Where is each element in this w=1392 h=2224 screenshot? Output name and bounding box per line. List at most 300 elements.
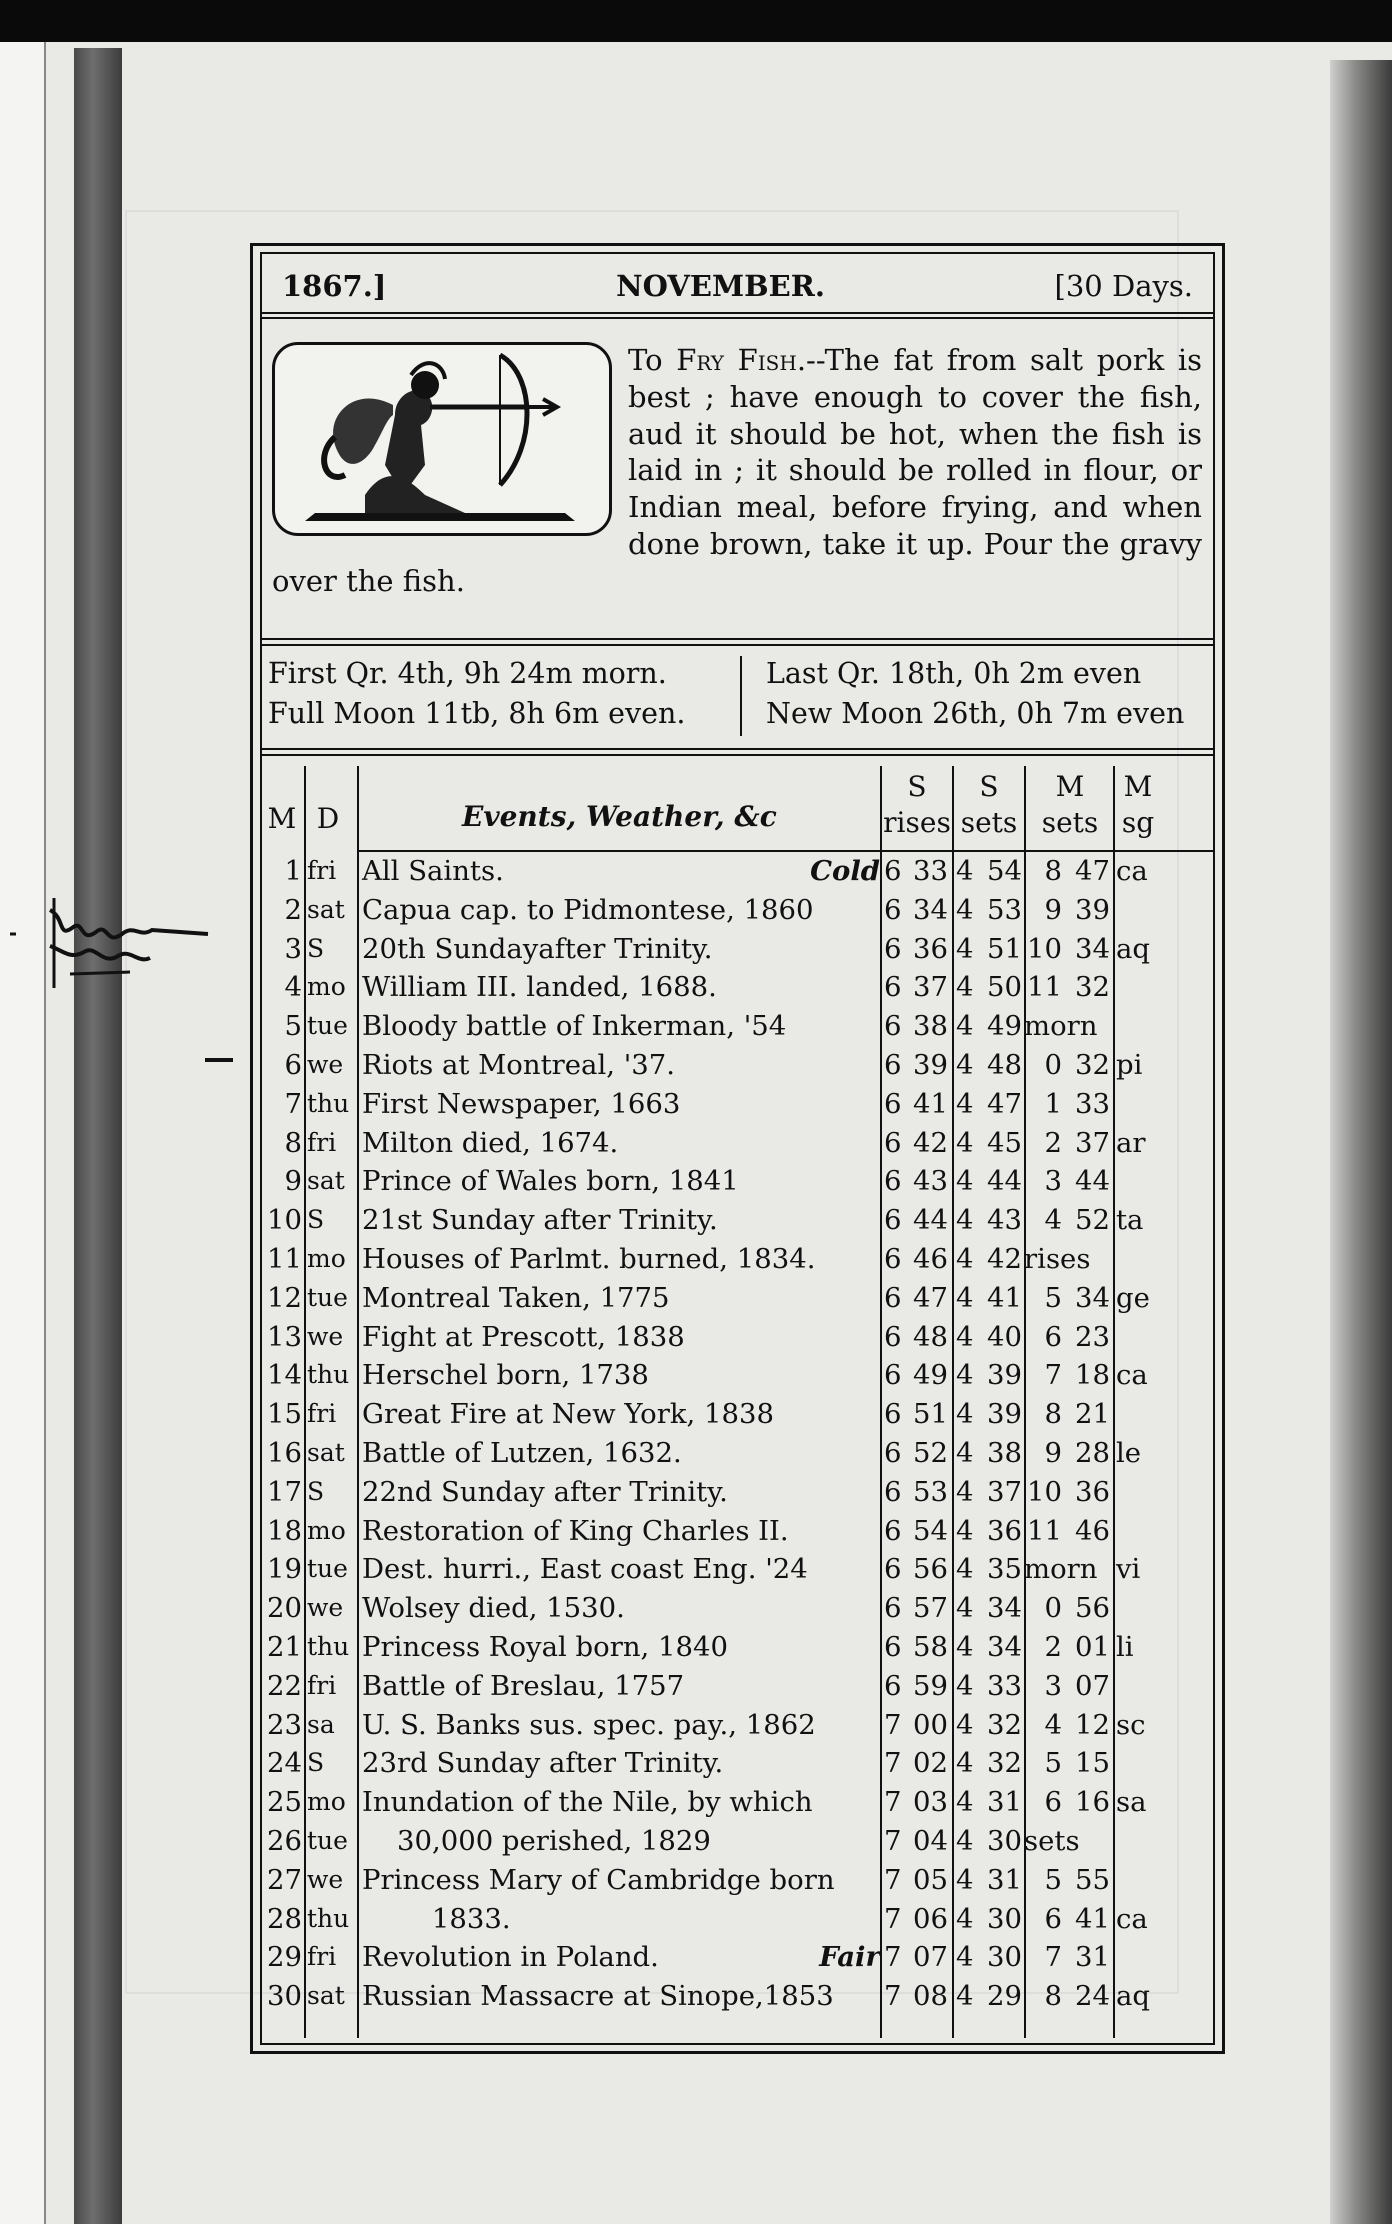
weekday: fri bbox=[307, 1942, 337, 1972]
sunrise-minute: 54 bbox=[913, 1514, 948, 1547]
sunset-minute: 45 bbox=[987, 1126, 1022, 1159]
table-row bbox=[262, 1628, 1213, 1667]
moonset-hour: rises bbox=[1024, 1242, 1091, 1275]
sunset-hour: 4 bbox=[956, 1980, 974, 2013]
moonset-minute: 23 bbox=[1075, 1320, 1110, 1353]
table-row bbox=[262, 1589, 1213, 1628]
moonset-minute: 01 bbox=[1075, 1630, 1110, 1663]
moonset-hour: 5 bbox=[1044, 1281, 1062, 1314]
weekday: thu bbox=[307, 1903, 350, 1933]
year-label: 1867.] bbox=[282, 269, 387, 303]
sunrise-hour: 6 bbox=[884, 1204, 902, 1237]
sunset-minute: 39 bbox=[987, 1359, 1022, 1392]
day-number: 7 bbox=[284, 1087, 302, 1120]
almanac-page bbox=[250, 243, 1225, 2054]
sunrise-hour: 7 bbox=[884, 1863, 902, 1896]
weekday: sat bbox=[307, 1166, 345, 1196]
event-text: 22nd Sunday after Trinity. bbox=[362, 1475, 728, 1508]
table-row bbox=[262, 1007, 1213, 1046]
moonset-hour: 8 bbox=[1044, 855, 1062, 887]
moonset-minute: 47 bbox=[1075, 855, 1110, 887]
day-number: 15 bbox=[267, 1398, 302, 1431]
sunrise-hour: 6 bbox=[884, 1048, 902, 1081]
handwritten-margin-note bbox=[10, 888, 220, 1008]
event-text: Battle of Lutzen, 1632. bbox=[362, 1436, 682, 1469]
weekday: fri bbox=[307, 856, 337, 885]
moon-sign: ca bbox=[1116, 1359, 1148, 1392]
day-number: 1 bbox=[284, 855, 302, 887]
sunset-hour: 4 bbox=[956, 1087, 974, 1120]
sunset-hour: 4 bbox=[956, 1902, 974, 1935]
sunset-minute: 34 bbox=[987, 1630, 1022, 1663]
day-number: 28 bbox=[267, 1902, 302, 1935]
sunset-hour: 4 bbox=[956, 1126, 974, 1159]
table-row bbox=[262, 968, 1213, 1007]
day-number: 11 bbox=[267, 1242, 302, 1275]
moonset-hour: 3 bbox=[1044, 1165, 1062, 1198]
col-header-sun-rises-top: S bbox=[907, 770, 927, 803]
sunset-hour: 4 bbox=[956, 1592, 974, 1625]
table-row bbox=[262, 930, 1213, 969]
moonset-minute: 52 bbox=[1075, 1204, 1110, 1237]
sunset-minute: 50 bbox=[987, 971, 1022, 1004]
weekday: sat bbox=[307, 894, 345, 924]
col-header-moon-sets-top: M bbox=[1055, 770, 1085, 803]
sunset-minute: 36 bbox=[987, 1514, 1022, 1547]
event-text: Milton died, 1674. bbox=[362, 1126, 619, 1159]
day-number: 25 bbox=[267, 1786, 302, 1819]
weekday: mo bbox=[307, 972, 346, 1002]
table-row bbox=[262, 1240, 1213, 1279]
sunset-hour: 4 bbox=[956, 1398, 974, 1431]
sunrise-minute: 38 bbox=[913, 1010, 948, 1043]
moonset-hour: 10 bbox=[1027, 932, 1062, 965]
weekday: S bbox=[307, 1476, 325, 1506]
sunset-hour: 4 bbox=[956, 1708, 974, 1741]
sunrise-minute: 57 bbox=[913, 1592, 948, 1625]
day-number: 30 bbox=[267, 1980, 302, 2013]
event-text: Fight at Prescott, 1838 bbox=[362, 1320, 685, 1353]
table-row bbox=[262, 1356, 1213, 1395]
event-text: 30,000 perished, 1829 bbox=[362, 1824, 711, 1857]
header-rule-double bbox=[262, 317, 1213, 319]
sunrise-minute: 48 bbox=[913, 1320, 948, 1353]
moonset-minute: 37 bbox=[1075, 1126, 1110, 1159]
day-number: 5 bbox=[284, 1010, 302, 1043]
margin-tick-mark bbox=[205, 1058, 233, 1062]
moonset-minute: 16 bbox=[1075, 1786, 1110, 1819]
event-text: Montreal Taken, 1775 bbox=[362, 1281, 670, 1314]
col-header-sun-sets: sets bbox=[960, 806, 1018, 839]
day-number: 22 bbox=[267, 1669, 302, 1702]
table-row bbox=[262, 1085, 1213, 1124]
sunset-minute: 54 bbox=[987, 855, 1022, 887]
moonset-hour: 2 bbox=[1044, 1126, 1062, 1159]
moonset-hour: 1 bbox=[1044, 1087, 1062, 1120]
sunset-minute: 44 bbox=[987, 1165, 1022, 1198]
moonset-hour: 0 bbox=[1044, 1048, 1062, 1081]
sunrise-minute: 52 bbox=[913, 1436, 948, 1469]
day-number: 27 bbox=[267, 1863, 302, 1896]
moon-sign: ta bbox=[1116, 1204, 1144, 1237]
event-text: Bloody battle of Inkerman, '54 bbox=[362, 1010, 787, 1043]
event-text: Battle of Breslau, 1757 bbox=[362, 1669, 685, 1702]
day-number: 3 bbox=[284, 932, 302, 965]
sunset-hour: 4 bbox=[956, 1824, 974, 1857]
moonset-hour: 6 bbox=[1044, 1902, 1062, 1935]
weekday: fri bbox=[307, 1399, 337, 1429]
event-text: Great Fire at New York, 1838 bbox=[362, 1398, 775, 1431]
day-number: 23 bbox=[267, 1708, 302, 1741]
sunrise-minute: 43 bbox=[913, 1165, 948, 1198]
weekday: we bbox=[307, 1864, 344, 1894]
moonset-hour: 3 bbox=[1044, 1669, 1062, 1702]
moonset-hour: sets bbox=[1024, 1824, 1080, 1857]
sunset-minute: 33 bbox=[987, 1669, 1022, 1702]
sunrise-hour: 6 bbox=[884, 1398, 902, 1431]
weekday: fri bbox=[307, 1670, 337, 1700]
phases-divider bbox=[740, 656, 742, 736]
table-row bbox=[262, 1938, 1213, 1977]
event-text: Dest. hurri., East coast Eng. '24 bbox=[362, 1553, 808, 1586]
event-text: Inundation of the Nile, by which bbox=[362, 1786, 813, 1819]
table-header bbox=[262, 764, 1213, 854]
sunset-minute: 32 bbox=[987, 1708, 1022, 1741]
moon-sign: le bbox=[1116, 1436, 1142, 1469]
sunrise-hour: 6 bbox=[884, 1553, 902, 1586]
col-header-moon-sign: sg bbox=[1121, 806, 1155, 839]
sunset-hour: 4 bbox=[956, 1747, 974, 1780]
sunrise-minute: 42 bbox=[913, 1126, 948, 1159]
sunrise-hour: 6 bbox=[884, 1436, 902, 1469]
sunset-minute: 31 bbox=[987, 1786, 1022, 1819]
col-header-sun-sets-top: S bbox=[979, 770, 999, 803]
sunset-minute: 37 bbox=[987, 1475, 1022, 1508]
day-number: 21 bbox=[267, 1630, 302, 1663]
moonset-hour: morn bbox=[1024, 1553, 1098, 1586]
sunrise-minute: 39 bbox=[913, 1048, 948, 1081]
sunrise-minute: 03 bbox=[913, 1786, 948, 1819]
sunrise-minute: 05 bbox=[913, 1863, 948, 1896]
moon-sign: ar bbox=[1116, 1126, 1146, 1159]
sunset-hour: 4 bbox=[956, 932, 974, 965]
event-text: First Newspaper, 1663 bbox=[362, 1087, 681, 1120]
day-number: 19 bbox=[267, 1553, 302, 1586]
sunset-minute: 32 bbox=[987, 1747, 1022, 1780]
sunset-minute: 48 bbox=[987, 1048, 1022, 1081]
moonset-minute: 41 bbox=[1075, 1902, 1110, 1935]
sunset-minute: 40 bbox=[987, 1320, 1022, 1353]
table-row bbox=[262, 891, 1213, 930]
day-number: 8 bbox=[284, 1126, 302, 1159]
day-number: 29 bbox=[267, 1941, 302, 1974]
facing-page-edge bbox=[0, 42, 46, 2224]
sunrise-hour: 7 bbox=[884, 1786, 902, 1819]
sunset-hour: 4 bbox=[956, 1242, 974, 1275]
day-number: 12 bbox=[267, 1281, 302, 1314]
weather-note: Fair bbox=[819, 1941, 880, 1974]
moonset-hour: 6 bbox=[1044, 1786, 1062, 1819]
moonset-minute: 36 bbox=[1075, 1475, 1110, 1508]
sunrise-minute: 07 bbox=[913, 1941, 948, 1974]
table-row bbox=[262, 1550, 1213, 1589]
event-text: Houses of Parlmt. burned, 1834. bbox=[362, 1242, 816, 1275]
moon-sign: aq bbox=[1116, 1980, 1150, 2013]
day-number: 24 bbox=[267, 1747, 302, 1780]
table-row bbox=[262, 1861, 1213, 1900]
weekday: sat bbox=[307, 1981, 345, 2011]
sunset-hour: 4 bbox=[956, 1320, 974, 1353]
recipe-rule bbox=[262, 638, 1213, 640]
sunrise-hour: 7 bbox=[884, 1902, 902, 1935]
sunrise-hour: 6 bbox=[884, 1281, 902, 1314]
sunrise-hour: 6 bbox=[884, 1592, 902, 1625]
book-gutter bbox=[74, 48, 122, 2224]
moon-sign: ca bbox=[1116, 855, 1148, 887]
table-row bbox=[262, 1744, 1213, 1783]
sunset-minute: 42 bbox=[987, 1242, 1022, 1275]
sunset-minute: 34 bbox=[987, 1592, 1022, 1625]
sunrise-minute: 58 bbox=[913, 1630, 948, 1663]
sunset-minute: 30 bbox=[987, 1941, 1022, 1974]
day-number: 9 bbox=[284, 1165, 302, 1198]
calendar-table-body bbox=[262, 852, 1213, 2016]
sunrise-hour: 6 bbox=[884, 971, 902, 1004]
event-text: Restoration of King Charles II. bbox=[362, 1514, 789, 1547]
moonset-hour: 4 bbox=[1044, 1204, 1062, 1237]
moonset-minute: 12 bbox=[1075, 1708, 1110, 1741]
sunset-hour: 4 bbox=[956, 893, 974, 926]
moonset-minute: 31 bbox=[1075, 1941, 1110, 1974]
table-row bbox=[262, 1124, 1213, 1163]
sunset-minute: 53 bbox=[987, 893, 1022, 926]
moonset-minute: 56 bbox=[1075, 1592, 1110, 1625]
moonset-minute: 33 bbox=[1075, 1087, 1110, 1120]
col-header-moon-sets: sets bbox=[1041, 806, 1099, 839]
sunrise-minute: 47 bbox=[913, 1281, 948, 1314]
sunrise-minute: 06 bbox=[913, 1902, 948, 1935]
sunset-minute: 39 bbox=[987, 1398, 1022, 1431]
sunrise-hour: 7 bbox=[884, 1708, 902, 1741]
moonset-minute: 34 bbox=[1075, 932, 1110, 965]
sunset-minute: 30 bbox=[987, 1824, 1022, 1857]
col-header-d: D bbox=[316, 802, 340, 835]
day-number: 13 bbox=[267, 1320, 302, 1353]
table-row bbox=[262, 1667, 1213, 1706]
day-number: 20 bbox=[267, 1592, 302, 1625]
event-text: Princess Royal born, 1840 bbox=[362, 1630, 729, 1663]
page-header bbox=[282, 264, 1193, 308]
event-text: 1833. bbox=[362, 1902, 511, 1935]
moonset-hour: 0 bbox=[1044, 1592, 1062, 1625]
table-row bbox=[262, 1279, 1213, 1318]
recipe-title-fish: Fish. bbox=[737, 343, 807, 377]
table-row bbox=[262, 1977, 1213, 2016]
day-number: 6 bbox=[284, 1048, 302, 1081]
sunset-minute: 43 bbox=[987, 1204, 1022, 1237]
event-text: 21st Sunday after Trinity. bbox=[362, 1204, 718, 1237]
sunset-minute: 35 bbox=[987, 1553, 1022, 1586]
moon-sign: li bbox=[1116, 1630, 1134, 1663]
col-header-moon-sign-top: M bbox=[1123, 770, 1153, 803]
day-number: 16 bbox=[267, 1436, 302, 1469]
event-text: Capua cap. to Pidmontese, 1860 bbox=[362, 893, 814, 926]
weather-note: Cold bbox=[810, 855, 880, 887]
event-text: 23rd Sunday after Trinity. bbox=[362, 1747, 724, 1780]
phases-rule bbox=[262, 748, 1213, 750]
sunrise-minute: 08 bbox=[913, 1980, 948, 2013]
day-number: 26 bbox=[267, 1824, 302, 1857]
sunset-hour: 4 bbox=[956, 1204, 974, 1237]
event-text: Prince of Wales born, 1841 bbox=[362, 1165, 739, 1198]
moonset-minute: 55 bbox=[1075, 1863, 1110, 1896]
sunset-hour: 4 bbox=[956, 1048, 974, 1081]
moonset-hour: 11 bbox=[1027, 1514, 1062, 1547]
day-number: 4 bbox=[284, 971, 302, 1004]
weekday: thu bbox=[307, 1631, 350, 1661]
sunrise-minute: 33 bbox=[913, 855, 948, 887]
event-text: Russian Massacre at Sinope,1853 bbox=[362, 1980, 834, 2013]
table-row bbox=[262, 1395, 1213, 1434]
sunrise-hour: 6 bbox=[884, 1359, 902, 1392]
sunset-minute: 30 bbox=[987, 1902, 1022, 1935]
sunrise-minute: 44 bbox=[913, 1204, 948, 1237]
weekday: mo bbox=[307, 1243, 346, 1273]
recipe-paragraph bbox=[272, 342, 1202, 600]
sunset-hour: 4 bbox=[956, 1359, 974, 1392]
sunrise-hour: 6 bbox=[884, 1514, 902, 1547]
first-quarter: First Qr. 4th, 9h 24m morn. bbox=[268, 657, 667, 690]
table-row bbox=[262, 1473, 1213, 1512]
moonset-hour: 5 bbox=[1044, 1863, 1062, 1896]
table-row bbox=[262, 852, 1213, 891]
sunrise-minute: 04 bbox=[913, 1824, 948, 1857]
moonset-hour: 11 bbox=[1027, 971, 1062, 1004]
weekday: S bbox=[307, 933, 325, 963]
weekday: sat bbox=[307, 1437, 345, 1467]
weekday: we bbox=[307, 1049, 344, 1079]
moonset-hour: 6 bbox=[1044, 1320, 1062, 1353]
event-text: Herschel born, 1738 bbox=[362, 1359, 649, 1392]
moonset-hour: 5 bbox=[1044, 1747, 1062, 1780]
sunset-hour: 4 bbox=[956, 1786, 974, 1819]
moonset-minute: 21 bbox=[1075, 1398, 1110, 1431]
sunset-hour: 4 bbox=[956, 1863, 974, 1896]
table-row bbox=[262, 1201, 1213, 1240]
sunrise-minute: 56 bbox=[913, 1553, 948, 1586]
page-inner-frame bbox=[260, 252, 1215, 2045]
event-text: U. S. Banks sus. spec. pay., 1862 bbox=[362, 1708, 816, 1741]
sunrise-hour: 6 bbox=[884, 1165, 902, 1198]
weekday: S bbox=[307, 1205, 325, 1235]
phases-rule-double bbox=[262, 754, 1213, 756]
sunrise-hour: 7 bbox=[884, 1980, 902, 2013]
moon-phases-box bbox=[262, 652, 1213, 736]
moonset-hour: 9 bbox=[1044, 1436, 1062, 1469]
moonset-hour: 8 bbox=[1044, 1980, 1062, 2013]
days-count: [30 Days. bbox=[1054, 269, 1193, 303]
col-header-events: Events, Weather, &c bbox=[462, 800, 777, 833]
sunset-hour: 4 bbox=[956, 1630, 974, 1663]
moon-sign: vi bbox=[1116, 1553, 1141, 1586]
weekday: tue bbox=[307, 1011, 348, 1041]
weekday: fri bbox=[307, 1127, 337, 1157]
sunset-minute: 41 bbox=[987, 1281, 1022, 1314]
weekday: tue bbox=[307, 1825, 348, 1855]
table-row bbox=[262, 1822, 1213, 1861]
sunset-hour: 4 bbox=[956, 1010, 974, 1043]
event-text: Revolution in Poland. bbox=[362, 1941, 659, 1974]
sunrise-minute: 37 bbox=[913, 971, 948, 1004]
weekday: tue bbox=[307, 1554, 348, 1584]
weekday: S bbox=[307, 1748, 325, 1778]
day-number: 14 bbox=[267, 1359, 302, 1392]
moonset-minute: 32 bbox=[1075, 1048, 1110, 1081]
moonset-hour: 7 bbox=[1044, 1359, 1062, 1392]
event-text: Princess Mary of Cambridge born bbox=[362, 1863, 835, 1896]
table-row bbox=[262, 1162, 1213, 1201]
sunrise-hour: 6 bbox=[884, 1010, 902, 1043]
sunrise-minute: 02 bbox=[913, 1747, 948, 1780]
day-number: 10 bbox=[267, 1204, 302, 1237]
moon-sign: ca bbox=[1116, 1902, 1148, 1935]
sunrise-hour: 7 bbox=[884, 1747, 902, 1780]
sunset-minute: 38 bbox=[987, 1436, 1022, 1469]
recipe-title-to: To bbox=[628, 343, 663, 377]
day-number: 2 bbox=[284, 893, 302, 926]
header-rule bbox=[262, 312, 1213, 314]
moon-sign: aq bbox=[1116, 932, 1150, 965]
table-row bbox=[262, 1512, 1213, 1551]
sunrise-hour: 7 bbox=[884, 1941, 902, 1974]
sunrise-minute: 59 bbox=[913, 1669, 948, 1702]
sunrise-hour: 6 bbox=[884, 1630, 902, 1663]
moonset-minute: 07 bbox=[1075, 1669, 1110, 1702]
sunset-hour: 4 bbox=[956, 971, 974, 1004]
sunrise-hour: 7 bbox=[884, 1824, 902, 1857]
weekday: thu bbox=[307, 1360, 350, 1390]
moon-sign: sc bbox=[1116, 1708, 1146, 1741]
sunrise-hour: 6 bbox=[884, 932, 902, 965]
sunrise-minute: 53 bbox=[913, 1475, 948, 1508]
moonset-minute: 34 bbox=[1075, 1281, 1110, 1314]
moonset-minute: 46 bbox=[1075, 1514, 1110, 1547]
sunrise-minute: 51 bbox=[913, 1398, 948, 1431]
sunrise-hour: 6 bbox=[884, 1087, 902, 1120]
moonset-hour: morn bbox=[1024, 1010, 1098, 1043]
moonset-minute: 15 bbox=[1075, 1747, 1110, 1780]
moonset-hour: 10 bbox=[1027, 1475, 1062, 1508]
event-text: William III. landed, 1688. bbox=[362, 971, 717, 1004]
sunrise-hour: 6 bbox=[884, 855, 902, 887]
weekday: tue bbox=[307, 1282, 348, 1312]
event-text: Riots at Montreal, '37. bbox=[362, 1048, 676, 1081]
table-row bbox=[262, 1706, 1213, 1745]
moon-sign: sa bbox=[1116, 1786, 1147, 1819]
moonset-hour: 8 bbox=[1044, 1398, 1062, 1431]
sunrise-hour: 6 bbox=[884, 1475, 902, 1508]
moonset-minute: 24 bbox=[1075, 1980, 1110, 2013]
sunset-hour: 4 bbox=[956, 855, 974, 887]
last-quarter: Last Qr. 18th, 0h 2m even bbox=[766, 657, 1142, 690]
weekday: mo bbox=[307, 1515, 346, 1545]
moonset-minute: 18 bbox=[1075, 1359, 1110, 1392]
sunset-minute: 47 bbox=[987, 1087, 1022, 1120]
event-text: All Saints. bbox=[362, 855, 504, 887]
sunrise-hour: 6 bbox=[884, 1126, 902, 1159]
sunrise-minute: 46 bbox=[913, 1242, 948, 1275]
table-row bbox=[262, 1783, 1213, 1822]
